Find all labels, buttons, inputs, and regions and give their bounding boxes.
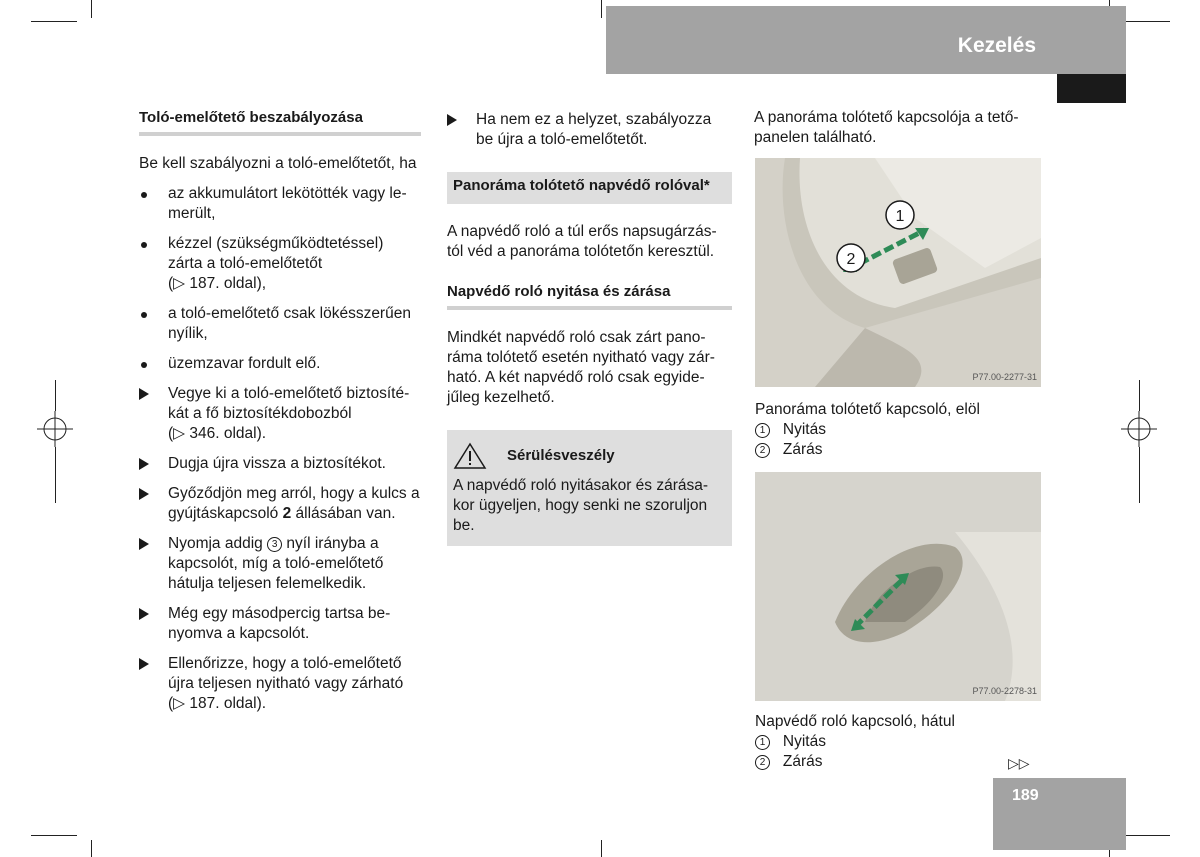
bullet-item: üzemzavar fordult elő. xyxy=(139,354,421,374)
step-item: Ellenőrizze, hogy a toló-emelőtető újra teljesen nyitható vagy zárható (▷ 187. oldal). xyxy=(139,654,421,714)
subsection-heading: Panoráma tolótető napvédő rolóval* xyxy=(447,172,732,204)
crop-mark xyxy=(31,835,77,836)
warning-box xyxy=(447,430,732,546)
step-item: Vegye ki a toló-emelőtető biztosíté-kát a fő biztosítékdobozból (▷ 346. oldal). xyxy=(139,384,421,444)
step-item: Győződjön meg arról, hogy a kulcs a gyújtáskapcsoló 2 állásában van. xyxy=(139,484,421,524)
registration-mark-icon xyxy=(37,411,73,447)
bullet-item: a toló-emelőtető csak lökésszerűen nyílik, xyxy=(139,304,421,344)
caption-item: 2 Zárás xyxy=(755,440,1045,460)
thumb-index-marker xyxy=(1057,74,1126,103)
paragraph: Mindkét napvédő roló csak zárt pano-ráma tolótető esetén nyitható vagy zár-ható. A két napvédő roló csak egyide-jűleg kezelhető. xyxy=(447,329,715,406)
crop-mark xyxy=(1139,380,1140,411)
page-number: 189 xyxy=(1012,787,1039,804)
page-number-box xyxy=(993,778,1126,850)
paragraph: A napvédő roló a túl erős napsugárzás-tól véd a panoráma tolótetőn keresztül. xyxy=(447,223,717,260)
crop-mark xyxy=(91,0,92,18)
crop-mark xyxy=(1139,447,1140,503)
caption-item: 1 Nyitás xyxy=(755,732,1045,752)
callout-1: 1 xyxy=(895,208,905,225)
section-tab xyxy=(606,6,1126,74)
crop-mark xyxy=(55,380,56,411)
crop-mark xyxy=(91,840,92,857)
crop-mark xyxy=(601,840,602,857)
photo-caption: Napvédő roló kapcsoló, hátul 1 Nyitás 2 Zárás xyxy=(755,712,1045,772)
warning-text: A napvédő roló nyitásakor és zárása-kor ügyeljen, hogy senki ne szoruljon be. xyxy=(453,477,709,534)
intro-text: A panoráma tolótető kapcsolója a tető-panelen található. xyxy=(754,109,1019,146)
step-item: Nyomja addig 3 nyíl irányba a kapcsolót, míg a toló-emelőtető hátulja teljesen felemelkedik. xyxy=(139,534,421,594)
warning-title: Sérülésveszély xyxy=(507,447,615,464)
intro-text: Be kell szabályozni a toló-emelőtetőt, ha xyxy=(139,155,417,172)
section-heading: Toló-emelőtető beszabályozása xyxy=(139,108,421,136)
step-item: Ha nem ez a helyzet, szabályozza be újra a toló-emelőtetőt. xyxy=(447,110,732,150)
step-item: Dugja újra vissza a biztosítékot. xyxy=(139,454,421,474)
continue-mark: ▷▷ xyxy=(1008,755,1030,771)
photo-rear-switch xyxy=(755,472,1041,701)
warning-triangle-icon xyxy=(453,442,487,470)
caption-item: 1 Nyitás xyxy=(755,420,1045,440)
crop-mark xyxy=(1124,21,1170,22)
registration-mark-icon xyxy=(1121,411,1157,447)
photo-code: P77.00-2277-31 xyxy=(972,372,1037,382)
crop-mark xyxy=(55,447,56,503)
crop-mark xyxy=(1124,835,1170,836)
bullet-item: kézzel (szükségműködtetéssel) zárta a toló-emelőtetőt (▷ 187. oldal), xyxy=(139,234,421,294)
photo-front-switch xyxy=(755,158,1041,387)
column-left xyxy=(139,108,421,724)
column-middle xyxy=(447,110,732,546)
photo-caption: Panoráma tolótető kapcsoló, elöl 1 Nyitás 2 Zárás xyxy=(755,400,1045,460)
crop-mark xyxy=(601,0,602,18)
section-heading: Napvédő roló nyitása és zárása xyxy=(447,282,732,310)
column-right xyxy=(754,108,1044,158)
photo-code: P77.00-2278-31 xyxy=(972,686,1037,696)
step-item: Még egy másodpercig tartsa be-nyomva a kapcsolót. xyxy=(139,604,421,644)
bullet-item: az akkumulátort lekötötték vagy le-merült, xyxy=(139,184,421,224)
section-title: Kezelés xyxy=(957,34,1036,57)
crop-mark xyxy=(31,21,77,22)
callout-2: 2 xyxy=(846,251,856,268)
caption-item: 2 Zárás xyxy=(755,752,1045,772)
